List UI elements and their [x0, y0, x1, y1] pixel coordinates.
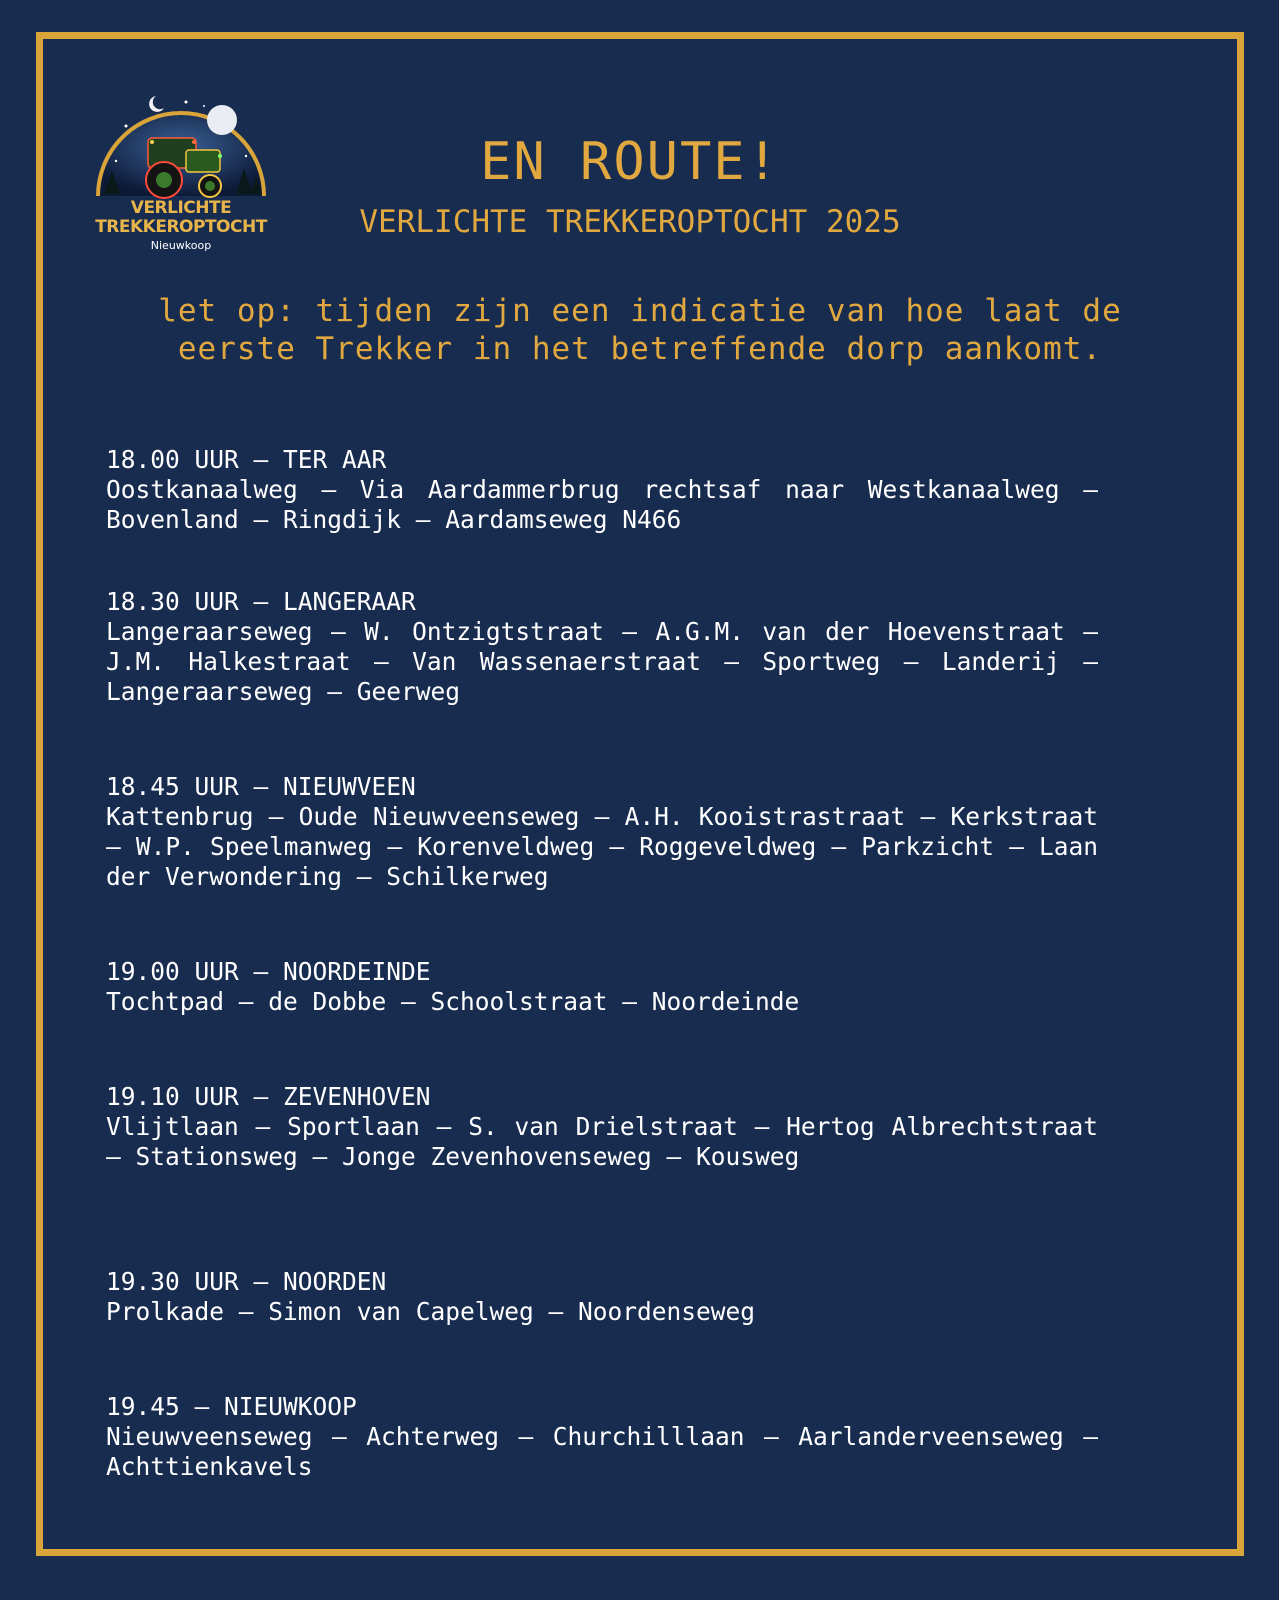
route-heading: 19.30 UUR – NOORDEN [106, 1267, 387, 1296]
route-streets: Nieuwveenseweg – Achterweg – Churchilllaan – Aarlanderveenseweg – Achttienkavels [106, 1422, 1098, 1481]
route-block-nieuwveen [106, 772, 1098, 892]
route-heading: 18.00 UUR – TER AAR [106, 445, 387, 474]
route-heading: 19.45 – NIEUWKOOP [106, 1392, 357, 1421]
route-streets: Prolkade – Simon van Capelweg – Noordenseweg [106, 1297, 756, 1326]
route-heading: 18.30 UUR – LANGERAAR [106, 587, 416, 616]
route-streets: Langeraarseweg – W. Ontzigtstraat – A.G.M. van der Hoevenstraat – J.M. Halkestraat – Van Wassenaerstraat – Sportweg – Landerij – Langeraarseweg – Geerweg [106, 617, 1098, 706]
logo-location: Nieuwkoop [150, 239, 212, 252]
event-logo [86, 76, 276, 256]
moon-icon [207, 105, 237, 135]
route-block-zevenhoven [106, 1082, 1098, 1172]
route-streets: Oostkanaalweg – Via Aardammerbrug rechtsaf naar Westkanaalweg – Bovenland – Ringdijk – Aardamseweg N466 [106, 475, 1098, 534]
route-block-nieuwkoop [106, 1392, 1098, 1482]
route-streets: Vlijtlaan – Sportlaan – S. van Drielstraat – Hertog Albrechtstraat – Stationsweg – Jonge Zevenhovenseweg – Kousweg [106, 1112, 1098, 1171]
crescent-icon [149, 96, 164, 112]
route-streets: Tochtpad – de Dobbe – Schoolstraat – Noordeinde [106, 987, 800, 1016]
page-title: EN ROUTE! [480, 132, 780, 192]
route-block-langeraar [106, 587, 1098, 707]
timing-notice: let op: tijden zijn een indicatie van hoe laat de eerste Trekker in het betreffende dorp aankomt. [158, 293, 1122, 367]
logo-title-line-2: TREKKEROPTOCHT [95, 217, 267, 237]
route-heading: 19.00 UUR – NOORDEINDE [106, 957, 431, 986]
route-streets: Kattenbrug – Oude Nieuwveenseweg – A.H. Kooistrastraat – Kerkstraat – W.P. Speelmanweg – Korenveldweg – Roggeveldweg – Parkzicht – Laan der Verwondering – Schilkerweg [106, 802, 1098, 891]
logo-title-line-1: VERLICHTE [130, 198, 232, 218]
logo-emblem [86, 76, 276, 216]
route-block-noorden [106, 1267, 1098, 1327]
page-subtitle: VERLICHTE TREKKEROPTOCHT 2025 [359, 204, 901, 240]
route-block-noordeinde [106, 957, 1098, 1017]
route-heading: 18.45 UUR – NIEUWVEEN [106, 772, 416, 801]
route-block-ter-aar [106, 445, 1098, 535]
route-heading: 19.10 UUR – ZEVENHOVEN [106, 1082, 431, 1111]
